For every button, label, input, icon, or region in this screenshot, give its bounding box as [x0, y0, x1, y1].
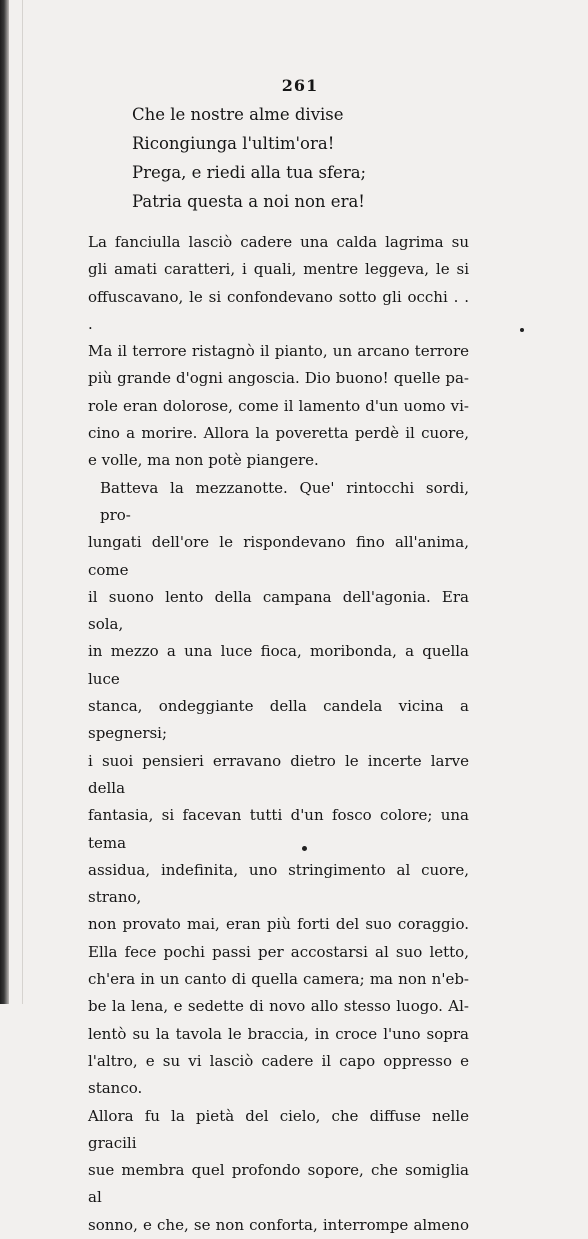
- verse-line: Prega, e riedi alla tua sfera;: [132, 163, 367, 182]
- prose-line: sonno, e che, se non conforta, interrompe almeno: [88, 1215, 469, 1234]
- page-edge-line: [22, 0, 23, 1004]
- ink-speck: [520, 328, 524, 332]
- prose-line: cino a morire. Allora la poveretta perdè il cuore,: [88, 424, 469, 443]
- prose-body: [88, 229, 469, 1239]
- ink-speck: [302, 846, 307, 851]
- paragraph-1: [88, 229, 469, 475]
- prose-line: Ma il terrore ristagnò il pianto, un arcano terrore: [88, 342, 469, 361]
- prose-line: Ella fece pochi passi per accostarsi al suo letto,: [88, 942, 469, 961]
- prose-line: Allora fu la pietà del cielo, che diffuse nelle gracili: [88, 1106, 469, 1152]
- paragraph-2: [88, 475, 469, 1239]
- prose-line: il suono lento della campana dell'agonia. Era sola,: [88, 587, 469, 634]
- prose-line-last: e volle, ma non potè piangere.: [88, 451, 319, 470]
- prose-line: offuscavano, le si confondevano sotto gli occhi . . .: [88, 287, 469, 333]
- prose-line: stanca, ondeggiante della candela vicina a spegnersi;: [88, 697, 469, 743]
- prose-line: La fanciulla lasciò cadere una calda lagrima su: [88, 233, 469, 251]
- verse-line: Patria questa a noi non era!: [132, 192, 365, 211]
- prose-line: sue membra quel profondo sopore, che somiglia al: [88, 1161, 469, 1207]
- prose-line: Batteva la mezzanotte. Que' rintocchi sordi, pro-: [100, 478, 469, 524]
- prose-line: i suoi pensieri erravano dietro le incerte larve della: [88, 751, 469, 797]
- prose-line: l'altro, e su vi lasciò cadere il capo oppresso e stanco.: [88, 1051, 469, 1098]
- prose-line: lungati dell'ore le rispondevano fino all'anima, come: [88, 533, 469, 579]
- prose-line: be la lena, e sedette di novo allo stesso luogo. Al-: [88, 997, 469, 1016]
- prose-line: role eran dolorose, come il lamento d'un uomo vi-: [88, 396, 469, 415]
- verse-line: Che le nostre alme divise: [132, 105, 344, 124]
- prose-line: lentò su la tavola le braccia, in croce l'uno sopra: [88, 1024, 469, 1043]
- prose-line: gli amati caratteri, i quali, mentre leggeva, le si: [88, 260, 469, 279]
- prose-line: in mezzo a una luce fioca, moribonda, a quella luce: [88, 642, 469, 688]
- prose-line: ch'era in un canto di quella camera; ma non n'eb-: [88, 970, 469, 989]
- verse-line: Ricongiunga l'ultim'ora!: [132, 134, 335, 153]
- page-number: 261: [281, 76, 319, 95]
- prose-line: fantasia, si facevan tutti d'un fosco colore; una tema: [88, 806, 469, 852]
- verse-stanza: [132, 100, 366, 216]
- prose-line: più grande d'ogni angoscia. Dio buono! quelle pa-: [88, 369, 469, 388]
- prose-line: non provato mai, eran più forti del suo coraggio.: [88, 915, 469, 934]
- page-binding-shadow: [0, 0, 9, 1004]
- prose-line: assidua, indefinita, uno stringimento al cuore, strano,: [88, 860, 469, 907]
